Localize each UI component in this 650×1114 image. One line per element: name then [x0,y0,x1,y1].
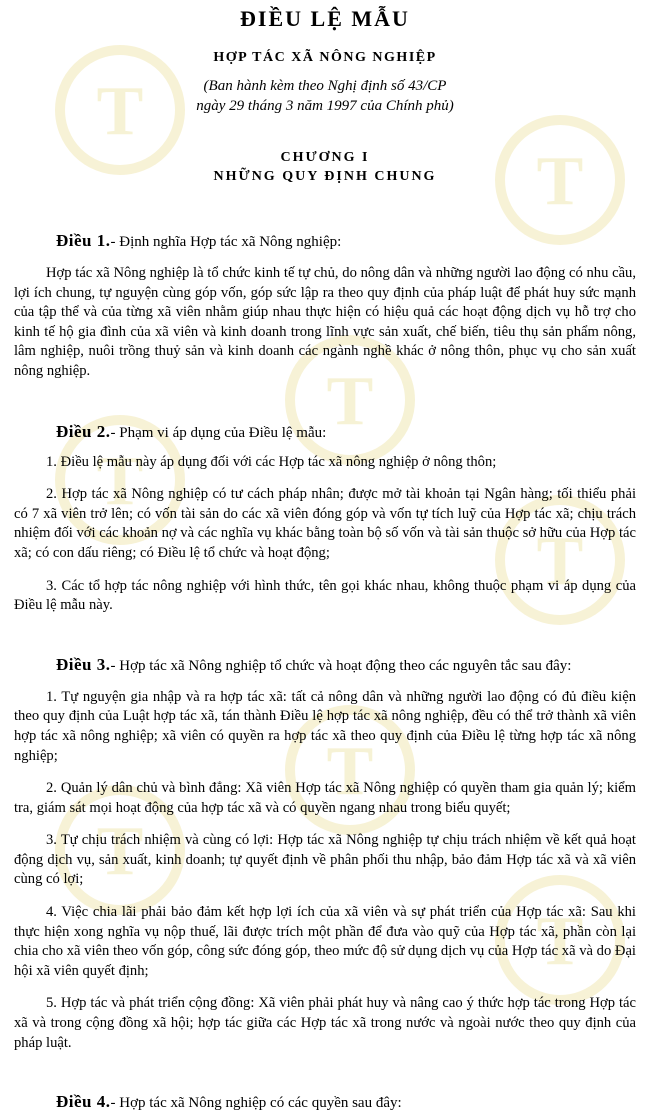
article-heading-text: - Định nghĩa Hợp tác xã Nông nghiệp: [110,234,342,250]
article-number: Điều 3. [56,654,111,674]
article-heading-text: - Hợp tác xã Nông nghiệp tổ chức và hoạt động theo các nguyên tắc sau đây: [110,657,572,674]
article-2-clause-3: 3. Các tổ hợp tác nông nghiệp với hình thức, tên gọi khác nhau, không thuộc phạm vi áp dụng của Điều lệ mẫu này. [14,577,636,614]
chapter-number: CHƯƠNG I [280,150,370,165]
svg-text:T: T [96,73,144,150]
svg-text:T: T [326,733,374,810]
article-number: Điều 1. [56,231,111,250]
issued-by-line: (Ban hành kèm theo Nghị định số 43/CP [203,78,447,94]
issued-by-line: ngày 29 tháng 3 năm 1997 của Chính phủ) [196,98,454,114]
svg-text:T: T [536,903,584,980]
document-title: ĐIỀU LỆ MẪU [240,6,410,31]
article-2-clause-2: 2. Hợp tác xã Nông nghiệp có tư cách pháp nhân; được mở tài khoản tại Ngân hàng; tối thiểu phải có 7 xã viên trở lên; có vốn tài sản do các xã viên đóng góp và vốn tự tích luỹ của Hợp tác xã; chịu trách nhiệm đối với các khoản nợ và các nghĩa vụ khác bằng toàn bộ số vốn và tài sản thuộc sở hữu của Hợp tác xã; có con dấu riêng; có Điều lệ tổ chức và hoạt động; [14,486,636,561]
svg-text:T: T [96,443,144,520]
svg-text:T: T [96,813,144,890]
article-number: Điều 4. [56,1092,111,1112]
chapter-heading [14,148,636,186]
article-heading-text: - Hợp tác xã Nông nghiệp có các quyền sau đây: [110,1095,402,1112]
issued-by-note [14,76,636,116]
article-3-clause-5: 5. Hợp tác và phát triển cộng đồng: Xã viên phải phát huy và nâng cao ý thức hợp tác trong Hợp tác xã và trong cộng đồng xã hội; hợp tác giữa các Hợp tác xã trong nước và ngoài nước theo quy định của pháp luật. [14,995,636,1051]
chapter-title: NHỮNG QUY ĐỊNH CHUNG [213,169,437,184]
article-1-paragraph: Hợp tác xã Nông nghiệp là tổ chức kinh tế tự chủ, do nông dân và những người lao động có nhu cầu, lợi ích chung, tự nguyện cùng góp vốn, góp sức lập ra theo quy định của pháp luật để phát huy sức mạnh của tập thể và của từng xã viên nhằm giúp nhau thực hiện có hiệu quả các hoạt động dịch vụ hỗ trợ cho kinh tế hộ gia đình của xã viên và kinh doanh trong lĩnh vực sản xuất, chế biến, tiêu thụ sản phẩm nông, lâm nghiệp, nuôi trồng thuỷ sản và kinh doanh các ngành nghề khác ở nông thôn, phục vụ cho sản xuất nông nghiệp. [14,265,636,379]
article-number: Điều 2. [56,421,111,441]
article-3-clause-2: 2. Quản lý dân chủ và bình đẳng: Xã viên Hợp tác xã Nông nghiệp có quyền tham gia quản lý; kiểm tra, giám sát mọi hoạt động của hợp tác xã và có quyền ngang nhau trong biểu quyết; [14,780,636,816]
svg-text:T: T [326,363,374,440]
article-2-clause-1: 1. Điều lệ mẫu này áp dụng đối với các Hợp tác xã nông nghiệp ở nông thôn; [46,453,497,470]
article-4-heading [14,1091,636,1114]
article-3-clause-1: 1. Tự nguyện gia nhập và ra hợp tác xã: tất cả nông dân và những người lao động có đủ điều kiện theo quy định của Luật hợp tác xã, tán thành Điều lệ hợp tác xã nông nghiệp, đều có thể trở thành xã viên hợp tác xã nông nghiệp; xã viên có quyền ra hợp tác xã theo quy định của Điều lệ từng hợp tác xã nông nghiệp; [14,688,636,764]
article-heading-text: - Phạm vi áp dụng của Điều lệ mẫu: [110,424,327,441]
svg-text:T: T [536,523,584,600]
article-1-heading [14,230,636,253]
article-3-clause-4: 4. Việc chia lãi phải bảo đảm kết hợp lợi ích của xã viên và sự phát triển của Hợp tác xã: Sau khi thực hiện xong nghĩa vụ nộp thuế, lãi được trích một phần để đưa vào quỹ của Hợp tác xã, phần còn lại chia cho xã viên theo vốn góp, công sức đóng góp, theo mức độ sử dụng dịch vụ của Hợp tác xã và do Đại hội xã viên quyết định; [14,904,636,979]
article-3-clause-3: 3. Tự chịu trách nhiệm và cùng có lợi: Hợp tác xã Nông nghiệp tự chịu trách nhiệm về kết quả hoạt động dịch vụ, sản xuất, kinh doanh; tự quyết định về phân phối thu nhập, bảo đảm Hợp tác xã và xã viên cùng có lợi; [14,832,636,888]
document-subtitle: HỢP TÁC XÃ NÔNG NGHIỆP [213,50,437,65]
svg-text:T: T [536,143,584,220]
article-3-heading [14,654,636,677]
article-2-heading [14,421,636,444]
